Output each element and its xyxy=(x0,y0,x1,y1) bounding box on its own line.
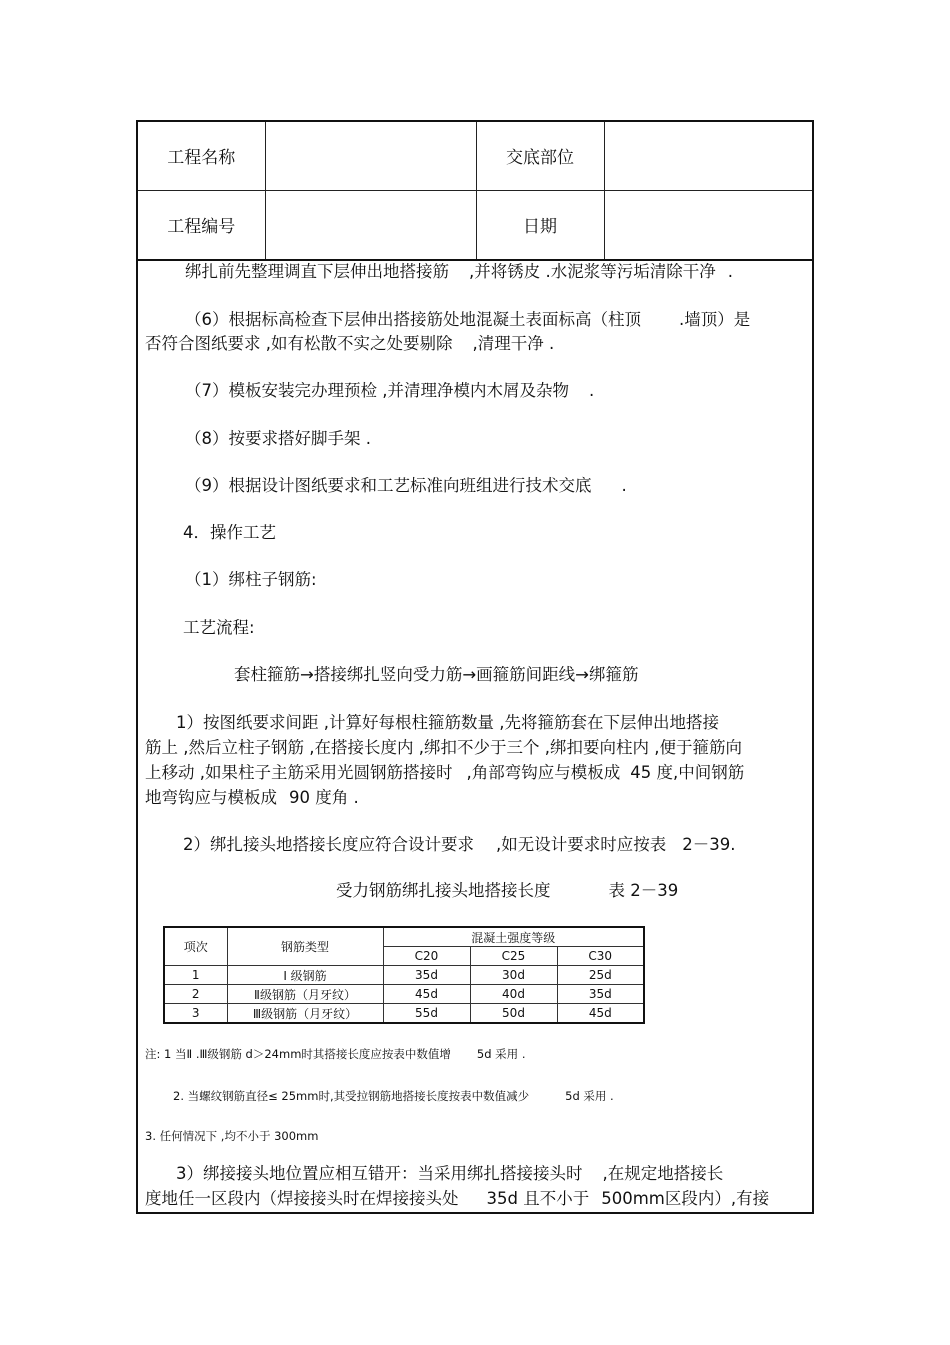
date-label: 日期 xyxy=(476,190,604,260)
para-2 xyxy=(183,833,736,857)
para-prep-text-c: . xyxy=(727,262,733,281)
col-type-header: 钢筋类型 xyxy=(227,927,383,966)
date-field[interactable] xyxy=(604,190,812,260)
para-prep-text-a: 绑扎前先整理调直下层伸出地搭接筋 xyxy=(185,262,449,281)
table-title: 受力钢筋绑扎接头地搭接长度 xyxy=(336,881,551,900)
para-1-line-3 xyxy=(145,761,744,785)
header-table xyxy=(138,122,812,261)
row-no: 3 xyxy=(164,1004,227,1024)
note-2-text-b: 5d 采用 . xyxy=(565,1089,614,1103)
para-1-line-4 xyxy=(145,786,359,810)
para-3-text-d: 35d 且不小于 xyxy=(486,1189,590,1208)
row-type: Ⅲ级钢筋（月牙纹） xyxy=(227,1004,383,1024)
project-number-label: 工程编号 xyxy=(138,190,265,260)
project-name-label: 工程名称 xyxy=(138,122,265,190)
para-1-text-d: 地弯钩应与模板成 xyxy=(145,788,277,807)
project-number-field[interactable] xyxy=(265,190,476,260)
para-8: （8）按要求搭好脚手架 . xyxy=(185,429,371,448)
note-2-text-a: 2. 当螺纹钢筋直径≤ 25mm时,其受拉钢筋地搭接长度按表中数值减少 xyxy=(173,1089,530,1103)
flow-label: 工艺流程: xyxy=(183,618,255,637)
para-7 xyxy=(185,379,594,403)
para-1-line-1: 1）按图纸要求间距 ,计算好每根柱箍筋数量 ,先将箍筋套在下层伸出地搭接 xyxy=(176,713,719,732)
para-2-text-b: ,如无设计要求时应按表 xyxy=(496,835,667,854)
para-2-text-a: 2）绑扎接头地搭接长度应符合设计要求 xyxy=(183,835,474,854)
para-6-line-2 xyxy=(145,332,554,356)
para-6-text-d: ,清理干净 . xyxy=(472,334,555,353)
para-9 xyxy=(185,474,627,498)
lap-length-table xyxy=(163,926,645,1024)
row-c25: 40d xyxy=(470,985,557,1004)
table-header-row xyxy=(164,927,644,947)
project-name-field[interactable] xyxy=(265,122,476,190)
document-frame xyxy=(136,120,814,1214)
row-c30: 35d xyxy=(557,985,644,1004)
para-9-text-a: （9）根据设计图纸要求和工艺标准向班组进行技术交底 xyxy=(185,476,592,495)
section-4-1-heading: （1）绑柱子钢筋: xyxy=(185,570,317,589)
para-1-text-a: 上移动 ,如果柱子主筋采用光圆钢筋搭接时 xyxy=(145,763,453,782)
grade-c30: C30 xyxy=(557,947,644,966)
para-7-text-b: . xyxy=(589,381,595,400)
para-3-line-2 xyxy=(145,1187,769,1211)
row-type: Ⅰ 级钢筋 xyxy=(227,966,383,985)
table-row xyxy=(164,985,644,1004)
grade-c25: C25 xyxy=(470,947,557,966)
col-item-header: 项次 xyxy=(164,927,227,966)
para-3-text-e: 500mm区段内）,有接 xyxy=(601,1189,770,1208)
para-prep-text-b: ,并将锈皮 .水泥浆等污垢清除干净 xyxy=(469,262,716,281)
para-6-text-a: （6）根据标高检查下层伸出搭接筋处地混凝土表面标高（柱顶 xyxy=(185,310,641,329)
row-c25: 50d xyxy=(470,1004,557,1024)
row-c20: 35d xyxy=(383,966,470,985)
handover-part-label: 交底部位 xyxy=(476,122,604,190)
note-2 xyxy=(173,1088,614,1104)
section-4-heading: 4．操作工艺 xyxy=(183,523,276,542)
para-3-text-a: 3）绑接接头地位置应相互错开：当采用绑扎搭接接头时 xyxy=(176,1164,583,1183)
note-1-text-b: 5d 采用 . xyxy=(476,1047,526,1061)
para-6-text-c: 否符合图纸要求 ,如有松散不实之处要剔除 xyxy=(145,334,453,353)
process-flow: 套柱箍筋→搭接绑扎竖向受力筋→画箍筋间距线→绑箍筋 xyxy=(234,665,639,684)
note-3: 3. 任何情况下 ,均不小于 300mm xyxy=(145,1129,319,1143)
note-1-text-a: 注: 1 当Ⅱ .Ⅲ级钢筋 d＞24mm时其搭接长度应按表中数值增 xyxy=(145,1047,451,1061)
para-1-text-e: 90 度角 . xyxy=(289,788,359,807)
row-c20: 45d xyxy=(383,985,470,1004)
handover-part-field[interactable] xyxy=(604,122,812,190)
row-c30: 25d xyxy=(557,966,644,985)
col-grade-header: 混凝土强度等级 xyxy=(383,927,644,947)
para-6-text-b: .墙顶）是 xyxy=(679,310,751,329)
table-caption xyxy=(336,879,678,903)
table-row xyxy=(164,1004,644,1024)
table-number: 表 2－39 xyxy=(608,881,679,900)
row-c20: 55d xyxy=(383,1004,470,1024)
para-3-text-c: 度地任一区段内（焊接接头时在焊接接头处 xyxy=(145,1189,459,1208)
note-1 xyxy=(145,1046,526,1062)
para-prep xyxy=(185,260,733,284)
row-c30: 45d xyxy=(557,1004,644,1024)
para-9-text-b: . xyxy=(621,476,627,495)
row-c25: 30d xyxy=(470,966,557,985)
row-type: Ⅱ级钢筋（月牙纹） xyxy=(227,985,383,1004)
para-3-line-1 xyxy=(176,1162,723,1186)
para-2-text-c: 2－39. xyxy=(682,835,736,854)
table-row xyxy=(164,966,644,985)
row-no: 2 xyxy=(164,985,227,1004)
para-1-text-c: 45 度,中间钢筋 xyxy=(630,763,745,782)
grade-c20: C20 xyxy=(383,947,470,966)
para-3-text-b: ,在规定地搭接长 xyxy=(602,1164,724,1183)
para-1-text-b: ,角部弯钩应与模板成 xyxy=(466,763,621,782)
para-7-text-a: （7）模板安装完办理预检 ,并清理净模内木屑及杂物 xyxy=(185,381,569,400)
para-6-line-1 xyxy=(185,308,750,332)
para-1-line-2: 筋上 ,然后立柱子钢筋 ,在搭接长度内 ,绑扣不少于三个 ,绑扣要向柱内 ,便于箍筋向 xyxy=(145,738,742,757)
row-no: 1 xyxy=(164,966,227,985)
